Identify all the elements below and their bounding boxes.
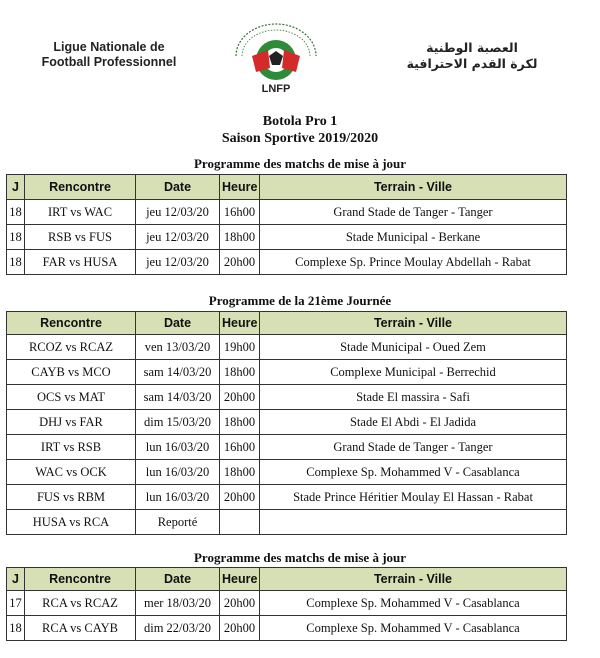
cell-matchday: 18: [7, 225, 25, 250]
cell-venue: Stade El Abdi - El Jadida: [260, 410, 567, 435]
cell-time: 20h00: [220, 591, 260, 616]
cell-match: RCA vs RCAZ: [25, 591, 136, 616]
cell-time: 20h00: [220, 250, 260, 275]
cell-date: lun 16/03/20: [136, 435, 220, 460]
league-name-arabic: [382, 40, 562, 72]
table-row: [7, 460, 567, 485]
col-header-matchday: J: [7, 568, 25, 591]
cell-match: DHJ vs FAR: [7, 410, 136, 435]
cell-time: [220, 510, 260, 535]
competition-title: Botola Pro 1: [262, 114, 338, 129]
league-name-arabic-line2: لكرة القدم الاحترافية: [406, 56, 538, 71]
section2-title: Programme de la 21ème Journée: [208, 293, 392, 308]
cell-time: 18h00: [220, 225, 260, 250]
cell-venue: [260, 510, 567, 535]
league-name-french: [24, 40, 194, 70]
table-row: [7, 385, 567, 410]
cell-date: jeu 12/03/20: [136, 225, 220, 250]
table-row: [7, 435, 567, 460]
col-header-time: Heure: [220, 175, 260, 200]
col-header-match: Rencontre: [25, 175, 136, 200]
cell-match: OCS vs MAT: [7, 385, 136, 410]
col-header-venue: Terrain - Ville: [260, 568, 567, 591]
cell-time: 16h00: [220, 435, 260, 460]
col-header-matchday: J: [7, 175, 25, 200]
cell-venue: Stade Municipal - Oued Zem: [260, 335, 567, 360]
league-name-arabic-line1: العصبة الوطنية: [426, 40, 518, 55]
cell-venue: Complexe Sp. Prince Moulay Abdellah - Rabat: [260, 250, 567, 275]
cell-match: IRT vs RSB: [7, 435, 136, 460]
cell-date: lun 16/03/20: [136, 485, 220, 510]
cell-date: dim 15/03/20: [136, 410, 220, 435]
table-row: [7, 360, 567, 385]
table-row: [7, 250, 567, 275]
cell-date: dim 22/03/20: [136, 616, 220, 641]
table-header-row: [7, 175, 567, 200]
cell-venue: Grand Stade de Tanger - Tanger: [260, 435, 567, 460]
col-header-time: Heure: [220, 568, 260, 591]
table-row: [7, 335, 567, 360]
col-header-time: Heure: [220, 312, 260, 335]
cell-venue: Grand Stade de Tanger - Tanger: [260, 200, 567, 225]
cell-match: FAR vs HUSA: [25, 250, 136, 275]
schedule-table-catchup-1: [6, 174, 567, 275]
cell-time: 20h00: [220, 616, 260, 641]
section1-title: Programme des matchs de mise à jour: [193, 156, 407, 171]
cell-match: RSB vs FUS: [25, 225, 136, 250]
league-name-french-line2: Football Professionnel: [41, 55, 177, 69]
table-row: [7, 200, 567, 225]
col-header-date: Date: [136, 175, 220, 200]
table-row: [7, 485, 567, 510]
cell-time: 18h00: [220, 460, 260, 485]
lnfp-logo: [212, 16, 340, 96]
cell-matchday: 17: [7, 591, 25, 616]
logo-text: LNFP: [261, 83, 291, 95]
cell-venue: Complexe Sp. Mohammed V - Casablanca: [260, 591, 567, 616]
cell-date: jeu 12/03/20: [136, 200, 220, 225]
cell-venue: Complexe Sp. Mohammed V - Casablanca: [260, 460, 567, 485]
schedule-table-catchup-2: [6, 567, 567, 641]
cell-time: 19h00: [220, 335, 260, 360]
cell-matchday: 18: [7, 250, 25, 275]
section3-title: Programme des matchs de mise à jour: [193, 550, 407, 565]
table-header-row: [7, 568, 567, 591]
cell-time: 18h00: [220, 410, 260, 435]
schedule-table-matchday-21: [6, 311, 567, 535]
cell-venue: Complexe Sp. Mohammed V - Casablanca: [260, 616, 567, 641]
col-header-venue: Terrain - Ville: [260, 312, 567, 335]
cell-match: FUS vs RBM: [7, 485, 136, 510]
cell-time: 20h00: [220, 385, 260, 410]
table-row: [7, 225, 567, 250]
table-header-row: [7, 312, 567, 335]
col-header-match: Rencontre: [25, 568, 136, 591]
league-name-french-line1: Ligue Nationale de: [53, 40, 165, 54]
cell-date: lun 16/03/20: [136, 460, 220, 485]
cell-match: CAYB vs MCO: [7, 360, 136, 385]
col-header-date: Date: [136, 568, 220, 591]
cell-match: RCA vs CAYB: [25, 616, 136, 641]
cell-time: 18h00: [220, 360, 260, 385]
cell-time: 20h00: [220, 485, 260, 510]
lnfp-logo-icon: [212, 16, 340, 96]
cell-date: ven 13/03/20: [136, 335, 220, 360]
cell-time: 16h00: [220, 200, 260, 225]
cell-date: sam 14/03/20: [136, 385, 220, 410]
col-header-date: Date: [136, 312, 220, 335]
cell-venue: Stade Prince Héritier Moulay El Hassan - Rabat: [260, 485, 567, 510]
table-row: [7, 510, 567, 535]
table-row: [7, 616, 567, 641]
col-header-venue: Terrain - Ville: [260, 175, 567, 200]
cell-match: HUSA vs RCA: [7, 510, 136, 535]
table-row: [7, 410, 567, 435]
cell-match: RCOZ vs RCAZ: [7, 335, 136, 360]
cell-match: IRT vs WAC: [25, 200, 136, 225]
cell-match: WAC vs OCK: [7, 460, 136, 485]
cell-venue: Stade Municipal - Berkane: [260, 225, 567, 250]
cell-venue: Complexe Municipal - Berrechid: [260, 360, 567, 385]
cell-date: Reporté: [136, 510, 220, 535]
cell-date: mer 18/03/20: [136, 591, 220, 616]
col-header-match: Rencontre: [7, 312, 136, 335]
cell-date: sam 14/03/20: [136, 360, 220, 385]
season-title: Saison Sportive 2019/2020: [221, 131, 379, 146]
cell-venue: Stade El massira - Safi: [260, 385, 567, 410]
cell-date: jeu 12/03/20: [136, 250, 220, 275]
table-row: [7, 591, 567, 616]
cell-matchday: 18: [7, 616, 25, 641]
cell-matchday: 18: [7, 200, 25, 225]
